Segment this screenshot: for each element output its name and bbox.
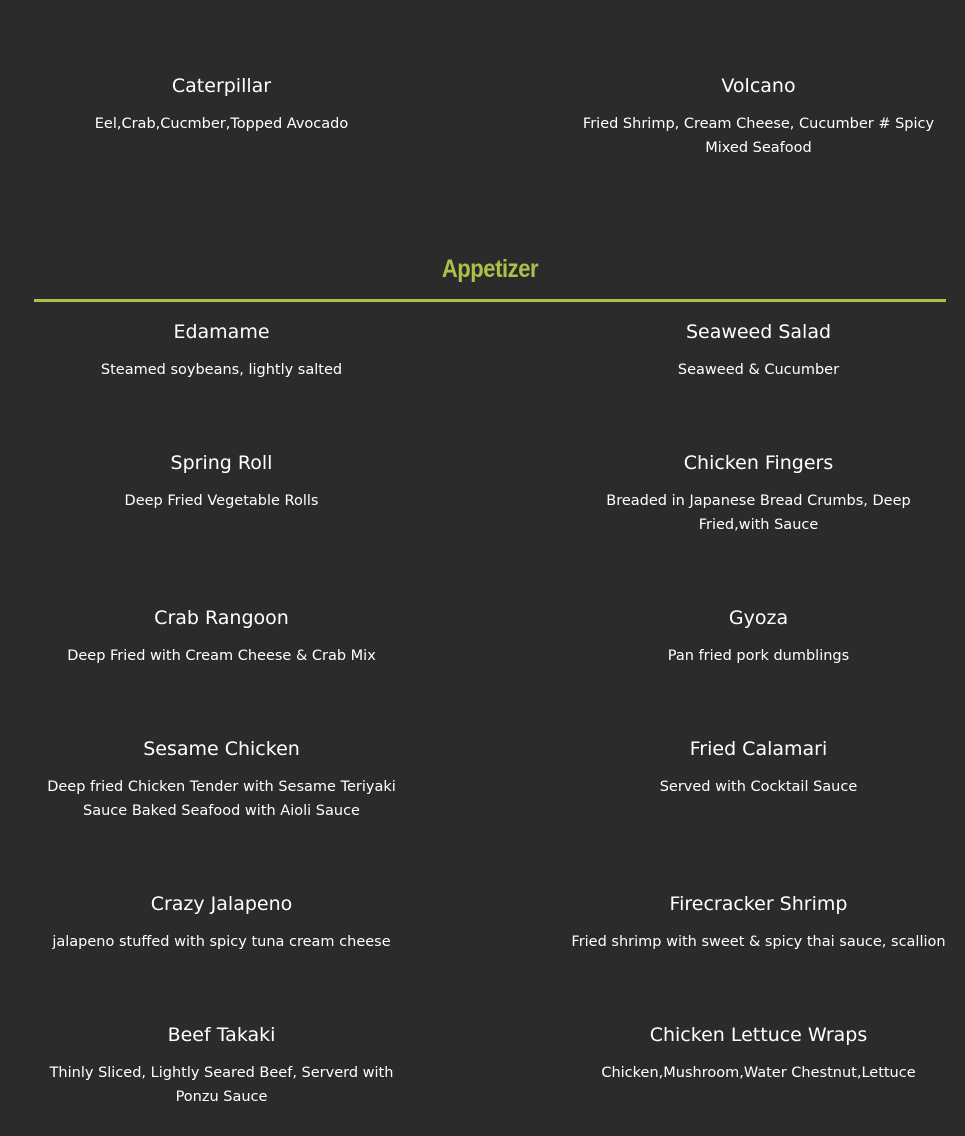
menu-item-chicken-lettuce-wraps (571, 1023, 946, 1085)
menu-item-spring-roll (34, 451, 409, 513)
menu-item-description: Fried shrimp with sweet & spicy thai sauce, scallion (571, 934, 946, 950)
menu-item-edamame (34, 320, 409, 382)
menu-item-name: Gyoza (728, 607, 789, 629)
menu-item-chicken-fingers (571, 451, 946, 537)
menu-item-name: Seaweed Salad (685, 321, 832, 343)
menu-item-volcano (571, 74, 946, 160)
section-title-appetizer: Appetizer (441, 255, 539, 283)
menu-item-description: Served with Cocktail Sauce (659, 779, 858, 795)
menu-item-description: Deep Fried Vegetable Rolls (124, 493, 319, 509)
menu-item-name: Firecracker Shrimp (669, 893, 848, 915)
menu-item-description: Seaweed & Cucumber (677, 362, 840, 378)
menu-item-caterpillar (34, 74, 409, 136)
menu-item-description: Pan fried pork dumblings (667, 648, 850, 664)
menu-item-name: Chicken Lettuce Wraps (649, 1024, 868, 1046)
menu-item-name: Beef Takaki (167, 1024, 276, 1046)
menu-item-name: Crab Rangoon (154, 607, 289, 629)
menu-item-description: Deep Fried with Cream Cheese & Crab Mix (67, 648, 376, 664)
menu-item-name: Fried Calamari (689, 738, 828, 760)
menu-item-name: Chicken Fingers (683, 452, 834, 474)
menu-item-crazy-jalapeno (34, 892, 409, 954)
menu-item-description: Thinly Sliced, Lightly Seared Beef, Serverd with Ponzu Sauce (49, 1065, 394, 1105)
menu-item-fried-calamari (571, 737, 946, 799)
menu-item-name: Spring Roll (170, 452, 273, 474)
menu-item-sesame-chicken (34, 737, 409, 823)
menu-item-beef-takaki (34, 1023, 409, 1109)
menu-item-name: Caterpillar (171, 75, 272, 97)
menu-item-description: Eel,Crab,Cucmber,Topped Avocado (94, 116, 349, 132)
menu-item-name: Sesame Chicken (143, 738, 300, 760)
menu-item-description: Chicken,Mushroom,Water Chestnut,Lettuce (601, 1065, 916, 1081)
menu-item-crab-rangoon (34, 606, 409, 668)
menu-item-description: jalapeno stuffed with spicy tuna cream cheese (52, 934, 391, 950)
menu-item-description: Breaded in Japanese Bread Crumbs, Deep Fried,with Sauce (606, 493, 911, 533)
section-divider (34, 299, 946, 302)
menu-item-gyoza (571, 606, 946, 668)
menu-item-name: Crazy Jalapeno (150, 893, 293, 915)
menu-item-name: Edamame (173, 321, 270, 343)
menu-item-name: Volcano (721, 75, 796, 97)
menu-item-description: Steamed soybeans, lightly salted (100, 362, 343, 378)
menu-item-firecracker-shrimp (571, 892, 946, 954)
menu-item-description: Fried Shrimp, Cream Cheese, Cucumber # Spicy Mixed Seafood (582, 116, 935, 156)
menu-item-description: Deep fried Chicken Tender with Sesame Teriyaki Sauce Baked Seafood with Aioli Sauce (47, 779, 396, 819)
menu-item-seaweed-salad (571, 320, 946, 382)
